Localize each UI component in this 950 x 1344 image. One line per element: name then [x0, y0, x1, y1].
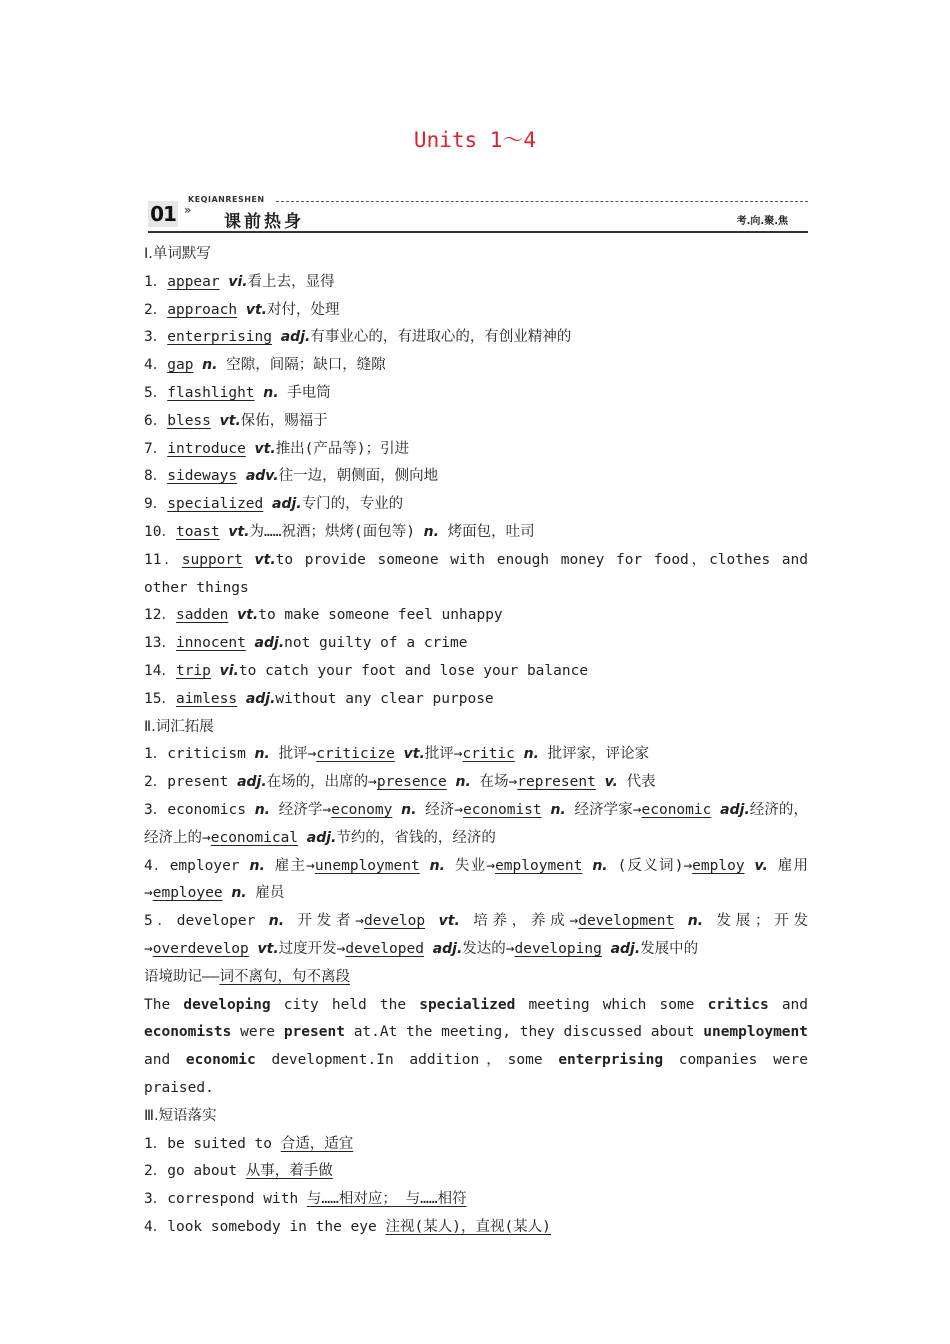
- text-segment: 经济的，经济上的→: [144, 801, 808, 846]
- item-number: 2．: [144, 1163, 168, 1180]
- highlighted-word: present: [283, 1024, 345, 1041]
- text-segment: [745, 858, 755, 874]
- part-of-speech: n.: [592, 857, 608, 874]
- memory-aid-label: 语境助记——: [144, 968, 220, 985]
- text-segment: 雇主→: [264, 857, 315, 874]
- banner-dashed-line: [276, 201, 808, 202]
- item-number: 4．: [144, 1218, 168, 1235]
- definition: 空隙，间隔；缺口，缝隙: [217, 357, 386, 374]
- answer-word: support: [181, 551, 243, 568]
- part-of-speech: vt.: [438, 913, 460, 930]
- section-tagline: 考.向.聚.焦: [736, 216, 788, 227]
- vocab-expansion-list: [144, 741, 808, 963]
- text-segment: [602, 941, 611, 957]
- highlighted-word: critics: [707, 996, 769, 1013]
- text-segment: 经济学→: [270, 801, 332, 818]
- list-item: [144, 853, 808, 909]
- list-item: [144, 908, 808, 964]
- text-segment: 批评→: [424, 746, 463, 763]
- item-number: 4．: [144, 857, 170, 874]
- answer-word: 与……相对应； 与……相符: [306, 1191, 467, 1208]
- answer-word: economic: [641, 801, 712, 818]
- part-of-speech: n.: [254, 801, 271, 818]
- part-of-speech: adj.: [272, 496, 302, 513]
- answer-word: specialized: [167, 496, 264, 513]
- highlighted-word: economic: [185, 1052, 256, 1069]
- section-banner: [148, 195, 808, 233]
- item-number: 7．: [144, 440, 168, 457]
- text-segment: [711, 802, 720, 818]
- part-of-speech: vt.: [228, 523, 250, 540]
- text-segment: were: [231, 1024, 284, 1041]
- answer-word: employment: [495, 857, 583, 874]
- part-of-speech: v.: [604, 774, 618, 791]
- item-number: 1．: [144, 746, 168, 763]
- text-segment: present: [167, 774, 238, 791]
- answer-word: approach: [167, 301, 238, 318]
- answer-word: presence: [376, 774, 447, 791]
- part-of-speech: v.: [754, 857, 768, 874]
- double-chevron-icon: »: [184, 203, 192, 217]
- answer-word: appear: [167, 273, 220, 290]
- answer-word: innocent: [175, 635, 246, 652]
- section-number: 01: [148, 201, 178, 227]
- list-item: [144, 1131, 808, 1159]
- text-segment: [596, 774, 605, 790]
- definition: 烤面包，吐司: [438, 523, 535, 540]
- answer-word: development: [578, 913, 675, 930]
- list-item: [144, 436, 808, 464]
- section-pinyin: KEQIANRESHEN: [188, 195, 265, 204]
- item-number: 1．: [144, 1135, 168, 1152]
- text-segment: 雇用→: [144, 857, 809, 902]
- answer-word: critic: [462, 746, 515, 763]
- answer-word: flashlight: [167, 384, 255, 401]
- text-segment: [298, 830, 307, 846]
- text-segment: and: [768, 996, 809, 1013]
- item-number: 1．: [144, 273, 168, 290]
- part-of-speech: adj.: [280, 329, 311, 346]
- part-of-speech: vt.: [403, 746, 425, 763]
- item-number: 3．: [144, 329, 168, 346]
- text-segment: 过度开发→: [278, 940, 346, 957]
- answer-word: introduce: [167, 440, 246, 457]
- answer-word: employ: [692, 857, 745, 874]
- definition: 为……祝酒；烘烤(面包等): [249, 523, 424, 540]
- answer-word: overdevelop: [152, 940, 249, 957]
- item-number: 3．: [144, 1191, 168, 1208]
- text-segment: 代表: [617, 774, 656, 791]
- answer-word: bless: [167, 412, 211, 429]
- item-number: 9．: [144, 496, 168, 513]
- answer-word: criticize: [316, 746, 395, 763]
- text-segment: meeting which some: [515, 996, 708, 1013]
- item-number: 14．: [144, 662, 176, 679]
- answer-word: toast: [175, 523, 220, 540]
- part-of-speech: adj.: [245, 690, 276, 707]
- list-item: [144, 324, 808, 352]
- part-of-speech: n.: [455, 774, 471, 791]
- section-heading: 课前热身: [224, 212, 304, 232]
- section-1-heading: Ⅰ.单词默写: [144, 246, 211, 262]
- list-item: [144, 352, 808, 380]
- answer-word: sideways: [167, 468, 238, 485]
- highlighted-word: specialized: [419, 996, 516, 1013]
- answer-word: economist: [463, 801, 542, 818]
- list-item: [144, 658, 808, 686]
- answer-word: developed: [345, 940, 424, 957]
- list-item: [144, 1214, 808, 1242]
- answer-word: sadden: [175, 607, 229, 624]
- list-item: [144, 380, 808, 408]
- definition: 看上去，显得: [247, 273, 335, 290]
- text-segment: companies were praised.: [144, 1052, 809, 1096]
- answer-word: economical: [210, 829, 299, 846]
- answer-word: developing: [514, 940, 602, 957]
- part-of-speech: n.: [423, 523, 439, 540]
- answer-word: 注视(某人)，直视(某人): [385, 1218, 551, 1235]
- definition: to catch your foot and lose your balance: [238, 662, 589, 679]
- text-segment: 发达的→: [462, 940, 515, 957]
- text-segment: 失业→: [444, 857, 496, 874]
- part-of-speech: n.: [231, 885, 247, 902]
- part-of-speech: adj.: [432, 940, 463, 957]
- text-segment: [425, 913, 438, 929]
- definition: to make someone feel unhappy: [258, 607, 503, 624]
- part-of-speech: vi.: [228, 273, 248, 290]
- list-item: [144, 630, 808, 658]
- part-of-speech: adj.: [306, 829, 337, 846]
- item-number: 5．: [144, 913, 177, 930]
- part-of-speech: vt.: [219, 412, 241, 429]
- text-segment: at.At the meeting, they discussed about: [344, 1024, 704, 1041]
- part-of-speech: vi.: [219, 662, 239, 679]
- answer-word: economy: [331, 801, 393, 818]
- part-of-speech: n.: [202, 357, 218, 374]
- definition: 对付，处理: [266, 301, 340, 318]
- list-item: [144, 519, 808, 547]
- answer-word: develop: [364, 913, 426, 930]
- banner-rule: [148, 231, 808, 233]
- text-segment: 批评→: [269, 746, 317, 763]
- item-number: 4．: [144, 357, 168, 374]
- phrase-list: [144, 1131, 808, 1242]
- highlighted-word: unemployment: [703, 1024, 808, 1041]
- text-segment: [674, 913, 687, 929]
- text-segment: development.In addition，some: [255, 1052, 559, 1069]
- text-segment: The: [144, 996, 184, 1013]
- text-segment: 节约的，省钱的，经济的: [336, 829, 496, 846]
- text-segment: 培养，养成→: [459, 913, 579, 930]
- text-segment: 批评家，评论家: [538, 746, 650, 763]
- word-list: [144, 269, 808, 714]
- part-of-speech: adj.: [254, 635, 285, 652]
- answer-word: 合适，适宜: [280, 1135, 354, 1152]
- item-number: 13．: [144, 635, 176, 652]
- part-of-speech: n.: [268, 913, 285, 930]
- answer-word: trip: [175, 662, 211, 679]
- text-segment: [582, 858, 592, 874]
- text-segment: [249, 941, 258, 957]
- part-of-speech: vt.: [254, 551, 276, 568]
- part-of-speech: n.: [550, 801, 566, 818]
- text-segment: city held the: [270, 996, 420, 1013]
- list-item: [144, 269, 808, 297]
- definition: 推出(产品等)；引进: [275, 440, 410, 457]
- answer-word: unemployment: [314, 857, 420, 874]
- text-segment: economics: [167, 801, 255, 818]
- definition: 手电筒: [278, 384, 331, 401]
- answer-word: employee: [152, 885, 223, 902]
- list-item: [144, 741, 808, 769]
- list-item: [144, 297, 808, 325]
- text-segment: [424, 941, 433, 957]
- part-of-speech: vt.: [245, 301, 267, 318]
- part-of-speech: vt.: [237, 607, 259, 624]
- text-segment: 雇员: [246, 885, 285, 902]
- part-of-speech: n.: [254, 746, 270, 763]
- text-segment: criticism: [167, 746, 255, 763]
- memory-aid: [144, 964, 808, 992]
- answer-word: represent: [517, 774, 596, 791]
- part-of-speech: adj.: [610, 940, 641, 957]
- list-item: [144, 1158, 808, 1186]
- list-item: [144, 769, 808, 797]
- part-of-speech: n.: [401, 801, 417, 818]
- item-number: 8．: [144, 468, 168, 485]
- definition: 专门的，专业的: [301, 496, 404, 513]
- phrase: go about: [167, 1163, 246, 1180]
- answer-word: aimless: [175, 690, 238, 707]
- list-item: [144, 797, 808, 853]
- list-item: [144, 491, 808, 519]
- memory-aid-title: 词不离句，句不离段: [219, 968, 350, 985]
- list-item: [144, 1186, 808, 1214]
- text-segment: (反义词)→: [607, 857, 693, 874]
- list-item: [144, 408, 808, 436]
- list-item: [144, 463, 808, 491]
- text-segment: [395, 746, 404, 762]
- text-segment: [392, 802, 401, 818]
- answer-word: 从事，着手做: [245, 1163, 333, 1180]
- item-number: 5．: [144, 384, 168, 401]
- item-number: 12．: [144, 607, 176, 624]
- definition: 往一边，朝侧面，侧向地: [278, 468, 439, 485]
- highlighted-word: economists: [144, 1024, 232, 1041]
- item-number: 15．: [144, 690, 176, 707]
- text-segment: [515, 746, 524, 762]
- section-2-heading: Ⅱ.词汇拓展: [144, 718, 214, 735]
- text-segment: 发展；开发→: [144, 913, 808, 957]
- item-number: 11．: [144, 551, 182, 568]
- phrase: be suited to: [167, 1135, 281, 1152]
- definition: 有事业心的，有进取心的，有创业精神的: [310, 329, 572, 346]
- part-of-speech: vt.: [254, 440, 276, 457]
- phrase: look somebody in the eye: [167, 1218, 386, 1235]
- definition: 保佑，赐福于: [240, 412, 328, 429]
- list-item: [144, 547, 808, 603]
- text-segment: developer: [176, 913, 269, 930]
- part-of-speech: n.: [429, 857, 445, 874]
- definition: to provide someone with enough money for food，clothes and other things: [144, 551, 808, 596]
- text-segment: 经济学家→: [565, 801, 642, 818]
- highlighted-word: developing: [183, 996, 271, 1013]
- item-number: 6．: [144, 412, 168, 429]
- page-title: Units 1～4: [413, 128, 537, 152]
- text-segment: employer: [169, 857, 250, 874]
- item-number: 3．: [144, 801, 168, 818]
- list-item: [144, 602, 808, 630]
- highlighted-word: enterprising: [558, 1052, 664, 1069]
- definition: not guilty of a crime: [284, 635, 468, 652]
- part-of-speech: n.: [249, 857, 265, 874]
- section-3-heading: Ⅲ.短语落实: [144, 1107, 217, 1124]
- text-segment: 在场→: [470, 774, 518, 791]
- text-segment: and: [144, 1052, 186, 1069]
- answer-word: gap: [167, 357, 194, 374]
- part-of-speech: vt.: [257, 940, 279, 957]
- text-segment: 发展中的: [640, 940, 699, 957]
- item-number: 2．: [144, 774, 168, 791]
- worksheet-content: [144, 241, 808, 1242]
- context-passage: [144, 992, 808, 1103]
- text-segment: 开发者→: [284, 913, 365, 930]
- part-of-speech: n.: [687, 913, 704, 930]
- item-number: 10．: [144, 523, 176, 540]
- definition: without any clear purpose: [275, 690, 494, 707]
- phrase: correspond with: [167, 1191, 307, 1208]
- text-segment: [420, 858, 430, 874]
- list-item: [144, 686, 808, 714]
- part-of-speech: adj.: [237, 774, 267, 791]
- item-number: 2．: [144, 301, 168, 318]
- text-segment: [223, 885, 232, 901]
- part-of-speech: adv.: [245, 468, 279, 485]
- text-segment: 经济→: [416, 801, 464, 818]
- part-of-speech: n.: [263, 384, 279, 401]
- answer-word: enterprising: [167, 329, 272, 346]
- part-of-speech: adj.: [720, 801, 750, 818]
- text-segment: 在场的，出席的→: [266, 774, 377, 791]
- part-of-speech: n.: [523, 746, 539, 763]
